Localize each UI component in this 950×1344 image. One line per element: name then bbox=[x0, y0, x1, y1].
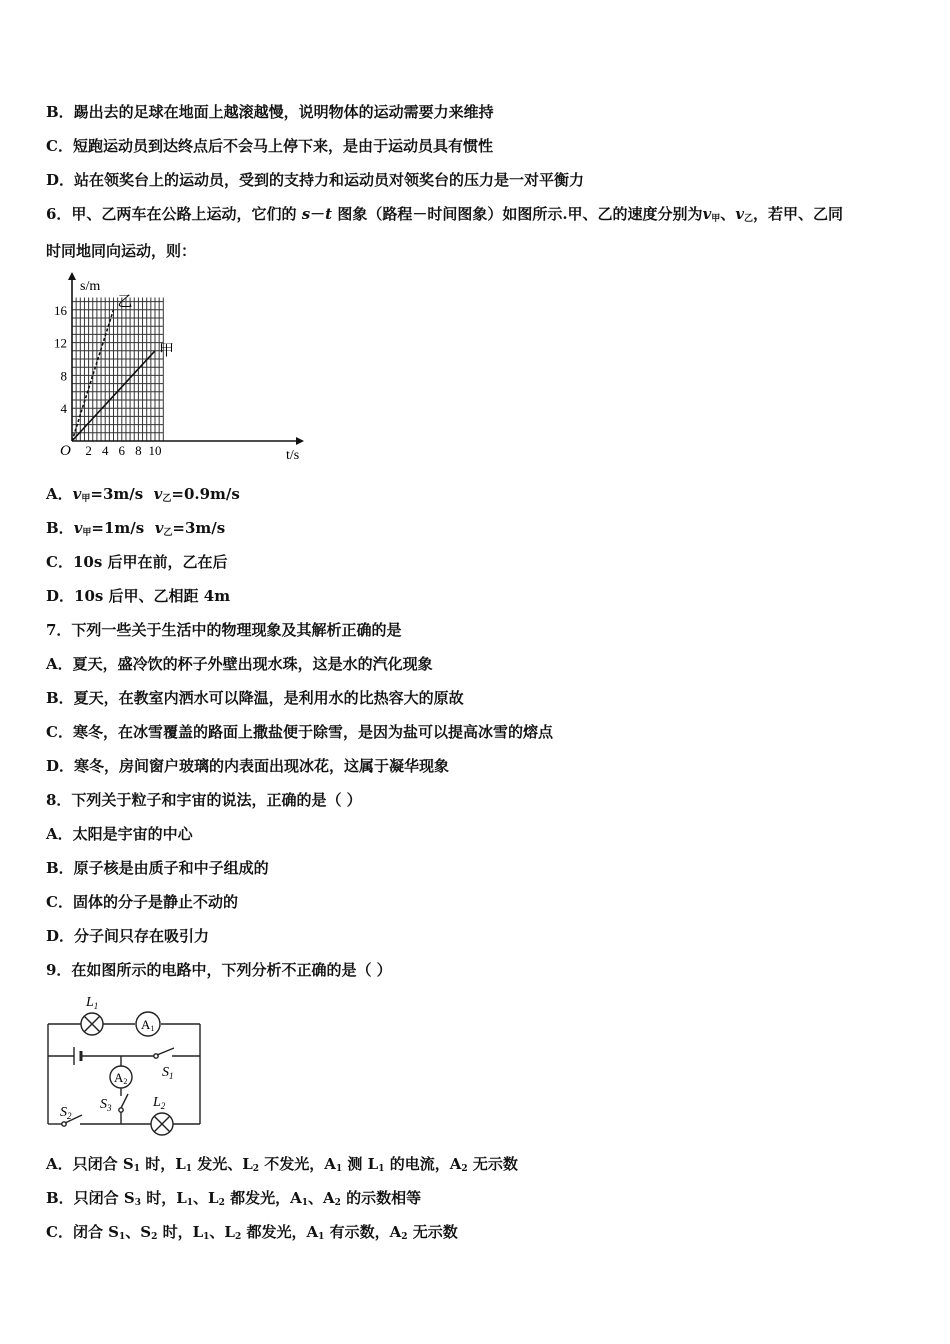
q8-option-d: D．分子间只存在吸引力 bbox=[46, 927, 210, 945]
label-s2: $S_2$ bbox=[60, 1105, 72, 1121]
switch-s3 bbox=[119, 1094, 128, 1112]
x-axis-label: t/s bbox=[286, 448, 300, 462]
x-tick-label: 8 bbox=[135, 443, 142, 458]
q8-option-b: B．原子核是由质子和中子组成的 bbox=[46, 859, 269, 877]
st-graph bbox=[52, 272, 312, 462]
q7-stem: 7．下列一些关于生活中的物理现象及其解析正确的是 bbox=[46, 621, 402, 639]
label-s1: $S_1$ bbox=[162, 1065, 174, 1081]
battery-icon bbox=[74, 1047, 81, 1065]
q9-stem: 9．在如图所示的电路中，下列分析不正确的是（ ） bbox=[46, 961, 392, 979]
q7-option-a: A．夏天，盛冷饮的杯子外壁出现水珠，这是水的汽化现象 bbox=[46, 655, 433, 673]
y-tick-label: 4 bbox=[60, 401, 67, 417]
lamp-l2 bbox=[151, 1113, 173, 1135]
lamp-l1 bbox=[81, 1013, 103, 1035]
q7-option-b: B．夏天，在教室内洒水可以降温，是利用水的比热容大的原故 bbox=[46, 689, 464, 707]
q9-option-a: A．只闭合 $S_1$ 时，$L_1$ 发光、$L_2$ 不发光，$A_1$ 测 $L_1$ 的电流，$A_2$ 无示数 bbox=[46, 1155, 518, 1174]
q6-stem-line2: 时同地同向运动，则： bbox=[46, 242, 197, 260]
q8-option-a: A．太阳是宇宙的中心 bbox=[46, 825, 193, 843]
q6-option-a: A．$v_甲=3m/s$ $v_乙=0.9m/s$ bbox=[46, 485, 240, 504]
circuit-diagram bbox=[40, 992, 220, 1142]
svg-text:A1: A1 bbox=[141, 1017, 155, 1033]
x-tick-label: 2 bbox=[85, 443, 92, 458]
svg-text:A2: A2 bbox=[114, 1070, 128, 1086]
label-l1: $L_1$ bbox=[86, 995, 99, 1011]
x-tick-label: 6 bbox=[118, 443, 126, 458]
q9-option-b: B．只闭合 $S_3$ 时，$L_1$、$L_2$ 都发光，$A_1$、$A_2$ 的示数相等 bbox=[46, 1189, 422, 1208]
y-axis-label: s/m bbox=[80, 279, 101, 294]
q7-option-c: C．寒冬，在冰雪覆盖的路面上撒盐便于除雪，是因为盐可以提高冰雪的熔点 bbox=[46, 723, 553, 741]
y-tick-label: 8 bbox=[60, 368, 67, 384]
switch-s1 bbox=[154, 1048, 174, 1058]
x-tick-label: 10 bbox=[148, 443, 162, 458]
y-axis-arrow-icon bbox=[68, 272, 76, 280]
q9-option-c: C．闭合 $S_1$、$S_2$ 时，$L_1$、$L_2$ 都发光，$A_1$ 有示数，$A_2$ 无示数 bbox=[46, 1223, 458, 1242]
q8-option-c: C．固体的分子是静止不动的 bbox=[46, 893, 238, 911]
q6-option-d: D．10s 后甲、乙相距 4m bbox=[46, 587, 231, 605]
y-tick-label: 12 bbox=[54, 335, 67, 351]
ammeter-a1 bbox=[136, 1012, 160, 1036]
origin-label: O bbox=[60, 443, 71, 459]
x-tick-label: 4 bbox=[101, 443, 109, 458]
series-label-0: 乙 bbox=[117, 291, 133, 310]
x-axis-arrow-icon bbox=[296, 437, 304, 445]
q6-option-b: B．$v_甲=1m/s$ $v_乙=3m/s$ bbox=[46, 519, 226, 538]
q7-option-d: D．寒冬，房间窗户玻璃的内表面出现冰花，这属于凝华现象 bbox=[46, 757, 450, 775]
q5-option-b: B．踢出去的足球在地面上越滚越慢，说明物体的运动需要力来维持 bbox=[46, 103, 494, 121]
label-l2: $L_2$ bbox=[153, 1095, 166, 1111]
q6-stem-line1: 6．甲、乙两车在公路上运动，它们的 s－t 图象（路程－时间图象）如图所示.甲、乙的速度分别为$v_甲$、$v_乙$，若甲、乙同 bbox=[46, 205, 844, 224]
ammeter-a2 bbox=[110, 1066, 132, 1088]
q6-option-c: C．10s 后甲在前，乙在后 bbox=[46, 553, 228, 571]
label-s3: $S_3$ bbox=[100, 1097, 112, 1113]
y-tick-label: 16 bbox=[54, 302, 67, 318]
q5-option-c: C．短跑运动员到达终点后不会马上停下来，是由于运动员具有惯性 bbox=[46, 137, 493, 155]
q8-stem: 8．下列关于粒子和宇宙的说法，正确的是（ ） bbox=[46, 791, 362, 809]
series-label-1: 甲 bbox=[159, 340, 175, 359]
q5-option-d: D．站在领奖台上的运动员，受到的支持力和运动员对领奖台的压力是一对平衡力 bbox=[46, 171, 585, 189]
